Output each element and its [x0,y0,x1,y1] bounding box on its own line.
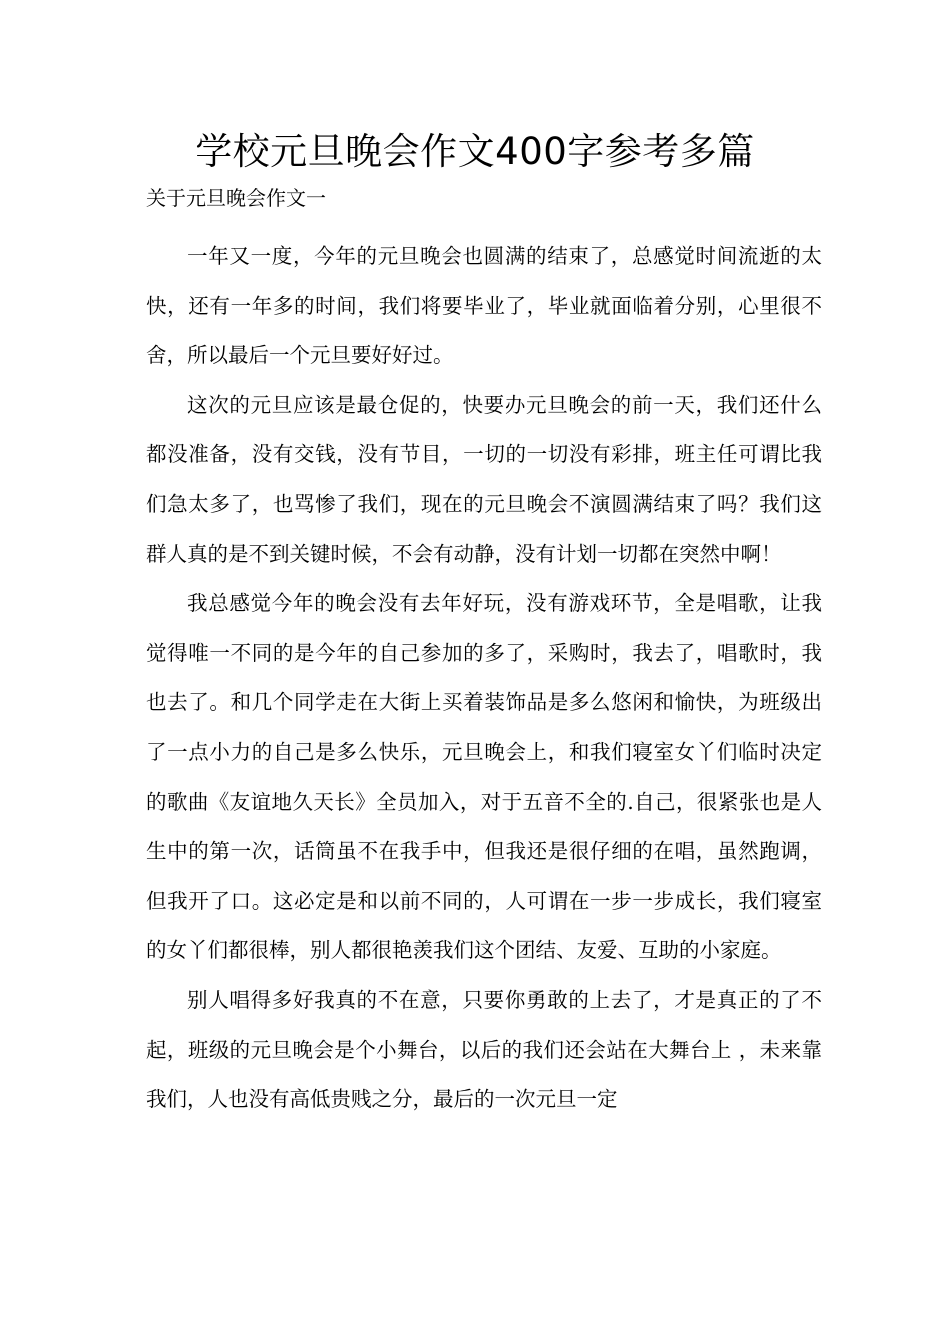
document-title: 学校元旦晚会作文400字参考多篇 [195,130,755,173]
paragraph-3: 我总感觉今年的晚会没有去年好玩，没有游戏环节，全是唱歌，让我觉得唯一不同的是今年的自己参加的多了，采购时，我去了，唱歌时，我也去了。和几个同学走在大街上买着装饰品是多么悠闲和愉快，为班级出了一点小力的自己是多么快乐，元旦晚会上，和我们寝室女丫们临时决定的歌曲《友谊地久天长》全员加入，对于五音不全的.自己，很紧张也是人生中的第一次，话筒虽不在我手中，但我还是很仔细的在唱，虽然跑调，但我开了口。这必定是和以前不同的，人可谓在一步一步成长，我们寝室的女丫们都很棒，别人都很艳羡我们这个团结、友爱、互助的小家庭。 [146,591,822,963]
paragraph-2: 这次的元旦应该是最仓促的，快要办元旦晚会的前一天，我们还什么都没准备，没有交钱，没有节目，一切的一切没有彩排，班主任可谓比我们急太多了，也骂惨了我们，现在的元旦晚会不演圆满结束了吗？我们这群人真的是不到关键时候，不会有动静，没有计划一切都在突然中啊！ [146,392,822,566]
paragraph-1: 一年又一度，今年的元旦晚会也圆满的结束了，总感觉时间流逝的太快，还有一年多的时间，我们将要毕业了，毕业就面临着分别，心里很不舍，所以最后一个元旦要好好过。 [146,244,822,368]
paragraph-4: 别人唱得多好我真的不在意，只要你勇敢的上去了，才是真正的了不起，班级的元旦晚会是个小舞台，以后的我们还会站在大舞台上 ，未来靠我们，人也没有高低贵贱之分，最后的一次元旦一定 [146,987,822,1112]
article-body [146,232,822,1125]
section-heading: 关于元旦晚会作文一 [146,186,326,210]
